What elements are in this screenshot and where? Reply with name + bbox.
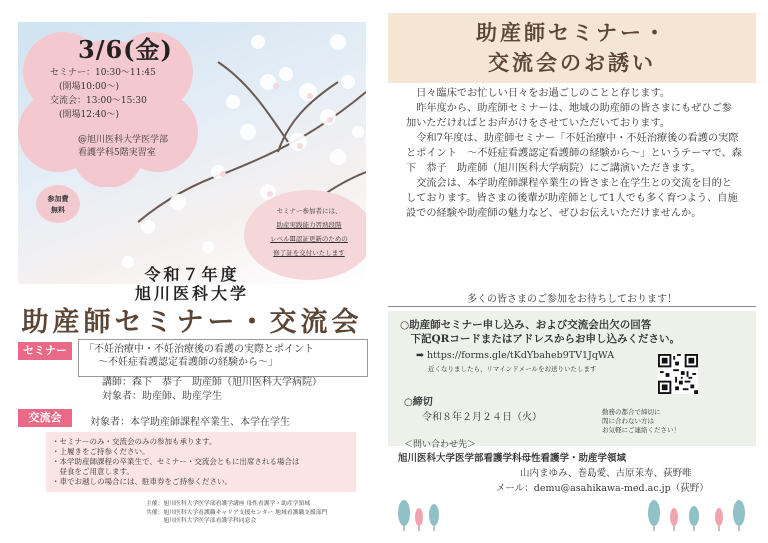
- deadline-heading: ○締切: [404, 397, 433, 408]
- notes-box: [46, 432, 356, 492]
- note-line: 助産実践能力習熟段階: [276, 221, 342, 229]
- tree-decoration: [394, 491, 754, 531]
- qr-code-icon[interactable]: [658, 354, 698, 394]
- seminar-topic-line: ～不妊症看護認定看護師の経験から～」: [98, 357, 278, 368]
- note-item: ・セミナーのみ・交流会のみの参加も承ります。: [52, 437, 217, 446]
- main-title: 助産師セミナー・交流会: [21, 307, 363, 338]
- reminder-note: 近くなりましたら、リマインドメールをお送りいたします: [428, 365, 597, 373]
- note-item: ・本学助産師課程の卒業生で、セミナー・交流会ともに出席される場合は: [52, 457, 300, 466]
- note-item: ・上履きをご持参ください。: [52, 447, 150, 456]
- application-url-link[interactable]: ➡ https://forms.gle/tKdYbaheb9TV1JqWA: [416, 350, 615, 361]
- invitation-title-line: 助産師セミナー・: [476, 20, 668, 45]
- organizer-footer: 主催：旭川医科大学医学部看護学講座 母性看護学・助産学領域 共催：旭川医科大学看護職キャリア支援センター 地域看護職支援部門 旭川医科大学医学部看護学科同窓会: [146, 501, 328, 524]
- seminar-topic: [78, 339, 368, 377]
- letter-paragraph: 日々臨床でお忙しい日々をお過ごしのことと存じます。: [416, 88, 671, 99]
- lecturer-info: 講師：森下 恭子 助産師（旭川医科大学病院） 対象者：助産師、助産学生: [102, 377, 322, 402]
- application-title: ○助産師セミナー申し込み、および交流会出欠の回答 下記QRコードまたはアドレスからお申し込みください。: [400, 319, 681, 345]
- free-fee-badge: 参加費 無料: [36, 185, 80, 223]
- closing-message: 多くの皆さまのご参加をお待ちしております！: [467, 294, 677, 305]
- contact-email[interactable]: メール：demu@asahikawa-med.ac.jp（荻野）: [496, 483, 709, 494]
- contact-names: 山内まゆみ、巻島愛、古原茉寿、荻野唯: [520, 468, 692, 479]
- letter-paragraph: 昨年度から、助産師セミナーは、地域の助産師の皆さまにもぜひご参加いただければとお声がけをさせていただいております。: [406, 103, 732, 129]
- event-times: セミナー：10:30～11:45 (開場10:00～) 交流会：13:00～15:30 (開場12:40～): [50, 68, 156, 120]
- letter-paragraph: 令和7年度は、助産師セミナー「不妊治療中・不妊治療後の看護の実際とポイント ～不妊症看護認定看護師の経験から～」というテーマで、森下 恭子 助産師（旭川医科大学病院）にご講演いただきます。: [406, 133, 742, 174]
- contact-heading: ＜問い合わせ先＞: [404, 440, 477, 450]
- note-line: レベルⅢ認証更新のための: [270, 235, 348, 243]
- exchange-label: 交流会: [18, 409, 72, 427]
- hero-blossom-photo: [18, 22, 366, 284]
- deadline-note: 勤務の都合で締切に 間に合わない方は お気軽にご連絡ください！: [602, 408, 680, 434]
- exchange-target: 対象者：本学助産師課程卒業生、本学在学生: [90, 417, 290, 428]
- event-date: 3/6(金): [78, 35, 173, 64]
- subtitle-year: 令和７年度: [144, 265, 240, 284]
- deadline-date: 令和８年２月２４日（火）: [422, 412, 542, 423]
- contact-organization: 旭川医科大学医学部看護学科母性看護学・助産学領域: [398, 453, 627, 464]
- note-line: 修了証を交付いたします: [273, 249, 345, 257]
- event-venue: @旭川医科大学医学部 看護学科5階実習室: [78, 135, 169, 158]
- invitation-title-line: 交流会のお誘い: [488, 50, 656, 75]
- divider: [388, 306, 756, 307]
- subtitle-university: 旭川医科大学: [134, 284, 249, 303]
- letter-paragraph: 交流会は、本学助産師課程卒業生の皆さまと在学生との交流を目的としております。皆さまの後輩が助産師として1人でも多く育つよう、自施設での経験や助産師の魅力など、ぜひお伝えいただけませんか。: [406, 178, 738, 219]
- note-line: セミナー参加者には、: [276, 207, 342, 215]
- note-item: ・車でお越しの場合には、駐車券をご持参ください。: [52, 477, 232, 486]
- seminar-label: セミナー: [18, 342, 72, 360]
- invitation-title: [388, 13, 756, 83]
- seminar-topic-line: 「不妊治療中・不妊治療後の看護の実際とポイント: [84, 344, 314, 355]
- note-item: 昼食をご用意します。: [52, 467, 134, 476]
- invitation-letter: [406, 86, 742, 221]
